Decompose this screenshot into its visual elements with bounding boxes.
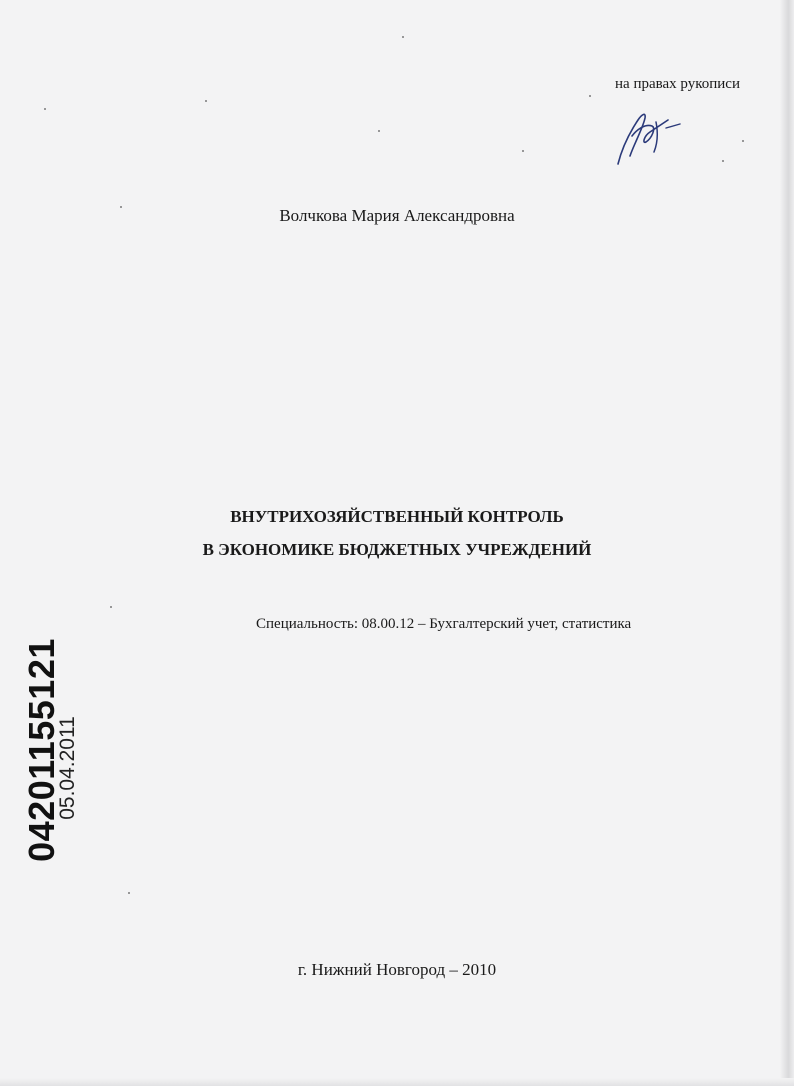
scan-speck [722,160,724,162]
scan-speck [589,95,591,97]
scan-speck [742,140,744,142]
manuscript-rights-note: на правах рукописи [615,76,740,92]
scan-speck [402,36,404,38]
page-bottom-edge [0,1078,794,1086]
thesis-title [0,500,794,566]
thesis-title-line-2: В ЭКОНОМИКЕ БЮДЖЕТНЫХ УЧРЕЖДЕНИЙ [202,540,592,559]
scan-speck [110,606,112,608]
thesis-title-line-1: ВНУТРИХОЗЯЙСТВЕННЫЙ КОНТРОЛЬ [230,507,564,526]
scan-speck [205,100,207,102]
stamp-date: 05.04.2011 [56,716,79,820]
stamp-number: 04201155121 [21,638,62,862]
scan-speck [378,130,380,132]
handwritten-signature [612,106,692,170]
scan-speck [522,150,524,152]
scan-speck [128,892,130,894]
scan-speck [44,108,46,110]
author-name: Волчкова Мария Александровна [279,206,515,225]
specialty-line: Специальность: 08.00.12 – Бухгалтерский учет, статистика [256,616,632,632]
city-and-year: г. Нижний Новгород – 2010 [297,960,497,979]
